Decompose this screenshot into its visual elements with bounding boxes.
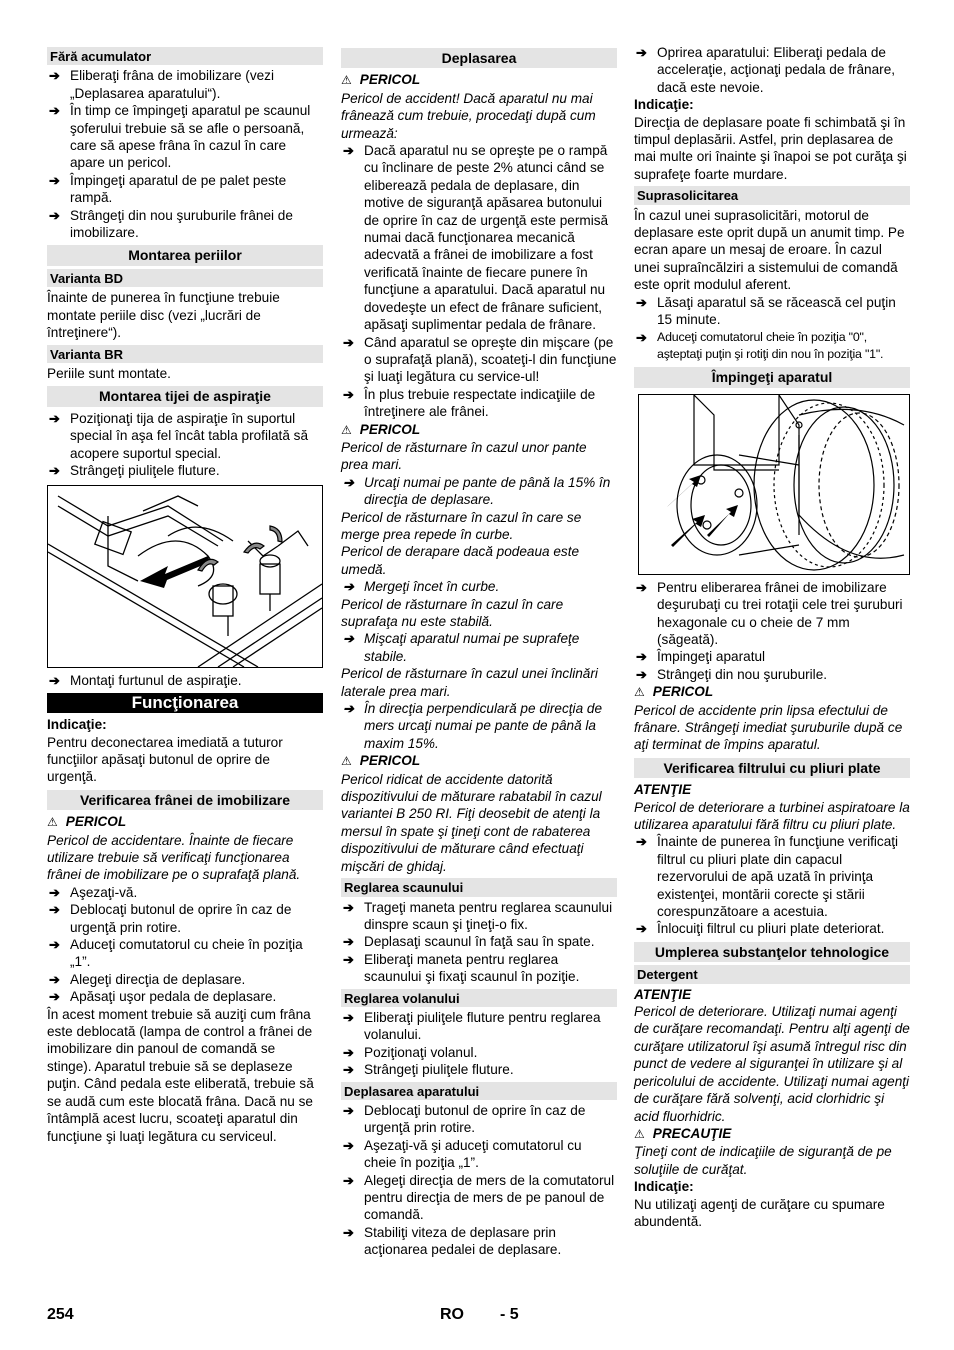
precaution-label: ⚠ PRECAUŢIE	[634, 1125, 732, 1141]
warning-triangle-icon: ⚠	[341, 73, 352, 88]
heading-deplasarea: Deplasarea	[341, 48, 617, 68]
heading-verificarea-franei: Verificarea frânei de imobilizare	[47, 790, 323, 810]
note-label: Indicaţie:	[634, 97, 694, 113]
arrow-icon: ➔	[49, 884, 60, 900]
list-item: ➔ Aşezaţi-vă.	[49, 884, 138, 900]
arrow-icon: ➔	[49, 902, 60, 918]
arrow-icon: ➔	[636, 329, 647, 345]
subheading-varianta-bd: Varianta BD	[47, 269, 323, 287]
note-text: Direcţia de deplasare poate fi schimbată şi în timpul deplasării. Astfel, prin deplasarea de mai multe ori înainte şi înapoi se pot curăţa şi suprafeţe foarte murdare.	[634, 114, 907, 182]
arrow-icon: ➔	[636, 294, 647, 310]
arrow-icon: ➔	[49, 103, 60, 119]
arrow-icon: ➔	[343, 474, 354, 490]
list-item: ➔ Strângeţi piuliţele fluture.	[49, 462, 220, 478]
arrow-icon: ➔	[343, 1137, 354, 1153]
arrow-icon: ➔	[49, 172, 60, 188]
list-item: ➔ Aşezaţi-vă şi aduceţi comutatorul cu cheie în poziţia „1”.	[343, 1137, 582, 1171]
list-item: ➔ Eliberaţi piuliţele fluture pentru reglarea volanului.	[343, 1009, 601, 1043]
heading-verificarea-filtrului: Verificarea filtrului cu pliuri plate	[634, 758, 910, 778]
list-item: ➔ Apăsaţi uşor pedala de deplasare.	[49, 989, 277, 1005]
subheading-reglarea-scaunului: Reglarea scaunului	[341, 878, 617, 896]
arrow-icon: ➔	[343, 334, 354, 350]
list-item: ➔ Deblocaţi butonul de oprire în caz de urgenţă prin rotire.	[49, 902, 292, 935]
precaution-text: Ţineţi cont de indicaţiile de siguranţă de pe soluţiile de curăţat.	[634, 1144, 892, 1177]
heading-impingeti-aparatul: Împingeţi aparatul	[634, 367, 910, 387]
arrow-icon: ➔	[636, 834, 647, 850]
section-title-functionarea: Funcţionarea	[47, 693, 323, 713]
list-item: ➔ Stabiliţi viteza de deplasare prin acţionarea pedalei de deplasare.	[343, 1224, 562, 1258]
list-item: ➔ În direcţia perpendiculară pe direcţia de mers urcaţi numai pe pante de până la maxim 15%.	[343, 701, 603, 751]
subheading-detergent: Detergent	[634, 965, 910, 983]
list-item: ➔ Alegeţi direcţia de deplasare.	[49, 971, 246, 987]
warning-text: Pericol de răsturnare în cazul unor pante prea mari.	[341, 439, 587, 473]
caution-label: ATENŢIE	[634, 782, 692, 798]
list-item: ➔ Eliberaţi frâna de imobilizare (vezi „Deplasarea aparatului“).	[49, 68, 274, 101]
arrow-icon: ➔	[343, 1102, 354, 1118]
list-item: ➔ Strângeţi din nou şuruburile frânei de imobilizare.	[49, 207, 293, 241]
paragraph: Periile sunt montate.	[47, 365, 171, 381]
list-item: ➔ Trageţi maneta pentru reglarea scaunului dinspre scaun şi ţineţi-o fix.	[343, 899, 613, 932]
arrow-icon: ➔	[343, 143, 354, 159]
list-item: ➔ Poziţionaţi tija de aspiraţie în suportul special în aşa fel încât tabla profilată să acopere suportul special.	[49, 410, 309, 461]
list-item: ➔ Împingeţi aparatul	[636, 649, 766, 665]
subheading-reglarea-volanului: Reglarea volanului	[341, 989, 617, 1007]
warning-label: ⚠ PERICOL	[341, 72, 421, 88]
list-item: ➔ Montaţi furtunul de aspiraţie.	[49, 673, 242, 689]
list-fara-acumulator	[47, 67, 323, 241]
arrow-icon: ➔	[343, 934, 354, 950]
list-item: ➔ În timp ce împingeţi aparatul pe scaunul şoferului trebuie să se afle o persoană, care să apese frâna în cazul în care apare un pericol.	[49, 103, 311, 171]
list-item: ➔ Oprirea aparatului: Eliberaţi pedala de acceleraţie, acţionaţi pedala de frânare, dacă este nevoie.	[636, 45, 896, 95]
subheading-varianta-br: Varianta BR	[47, 345, 323, 363]
arrow-icon: ➔	[343, 951, 354, 967]
caution-label: ATENŢIE	[634, 986, 692, 1002]
list-item: ➔ Deplasaţi scaunul în faţă sau în spate.	[343, 934, 595, 950]
list-item: ➔ Când aparatul se opreşte din mişcare (pe o suprafaţă plană), scoateţi-l din funcţiune şi luaţi legătura cu service-ul!	[343, 334, 617, 385]
arrow-icon: ➔	[49, 207, 60, 223]
warning-label: ⚠ PERICOL	[341, 421, 421, 437]
column-1	[47, 44, 323, 1145]
note-text: Nu utilizaţi agenţi de curăţare cu spumare abundentă.	[634, 1196, 885, 1229]
arrow-icon: ➔	[636, 579, 647, 595]
caution-text: Pericol de deteriorare. Utilizaţi numai agenţi de curăţare recomandaţi. Pentru alţi agenţi de curăţare utilizatorul îşi asumă întregul risc din punct de vedere al siguranţei în utilizare şi al pericolului de accidente. Utilizaţi numai agenţi de curăţare fără solvenţi, acid clorhidric şi acid fluorhidric.	[634, 1004, 910, 1124]
arrow-icon: ➔	[343, 1062, 354, 1078]
arrow-icon: ➔	[49, 937, 60, 953]
warning-label: ⚠ PERICOL	[47, 814, 127, 830]
arrow-icon: ➔	[343, 899, 354, 915]
list-item: ➔ Urcaţi numai pe pante de până la 15% în direcţia de deplasare.	[343, 474, 611, 508]
arrow-icon: ➔	[636, 649, 647, 665]
warning-text: Pericol de accident! Dacă aparatul nu mai frânează cum trebuie, procedaţi după cum urmează:	[341, 90, 596, 141]
figure-brake-screws	[638, 394, 910, 575]
note-label: Indicaţie:	[47, 717, 107, 733]
list-item: ➔ Poziţionaţi volanul.	[343, 1044, 478, 1060]
arrow-icon: ➔	[49, 68, 60, 84]
warning-text: Pericol de accidentare. Înainte de fiecare utilizare trebuie să verificaţi funcţionarea frânei de imobilizare pe o suprafaţă plană.	[47, 832, 301, 883]
paragraph: În acest moment trebuie să auziţi cum frâna este deblocată (lampa de control a frânei de imobilizare din panoul de comandă se stinge). Aparatul trebuie să se deplaseze puţin. Când pedala este eliberată, trebuie să se audă cum este blocată frâna. Dacă nu se întâmplă acest lucru, scoateţi aparatul din funcţiune şi luaţi legătura cu serviceul.	[47, 1006, 314, 1144]
suction-bar-illustration	[48, 486, 322, 667]
subheading-deplasarea-aparatului: Deplasarea aparatului	[341, 1082, 617, 1100]
warning-triangle-icon: ⚠	[634, 685, 645, 700]
subheading-suprasolicitarea: Suprasolicitarea	[634, 186, 910, 204]
arrow-icon: ➔	[636, 921, 647, 937]
paragraph: Înainte de punerea în funcţiune trebuie montate periile disc (vezi „lucrări de întreţinere“).	[47, 290, 280, 341]
warning-label: ⚠ PERICOL	[341, 753, 421, 769]
arrow-icon: ➔	[343, 1044, 354, 1060]
warning-text: Pericol de răsturnare în cazul unei înclinări laterale prea mari.	[341, 666, 598, 699]
arrow-icon: ➔	[343, 1224, 354, 1240]
arrow-icon: ➔	[343, 1009, 354, 1025]
list-item: ➔ Aduceţi comutatorul cu cheie în poziţia „1”.	[49, 937, 303, 970]
list-item: ➔ Pentru eliberarea frânei de imobilizare deşurubaţi cu trei rotaţii cele trei şuruburi hexagonale cu o cheie de 7 mm (săgeată).	[636, 579, 903, 647]
arrow-icon: ➔	[343, 579, 354, 595]
arrow-icon: ➔	[343, 386, 354, 402]
list-item: ➔ Aduceţi comutatorul cheie în poziţia "0", aşteptaţi puţin şi rotiţi din nou în poziţia "1".	[636, 329, 884, 361]
warning-triangle-icon: ⚠	[634, 1126, 645, 1141]
caution-text: Pericol de deteriorare a turbinei aspiratoare la utilizarea aparatului fără filtru cu pliuri plate.	[634, 799, 910, 832]
list-item: ➔ Înainte de punerea în funcţiune verificaţi filtrul cu pliuri plate din capacul rezervorului de apă uzată în privinţa existenţei, montării corecte şi stării corespunzătoare a acestuia.	[636, 834, 899, 920]
warning-text: Pericol de derapare dacă podeaua este umedă.	[341, 544, 580, 577]
note-label: Indicaţie:	[634, 1179, 694, 1195]
list-item: ➔ Înlocuiţi filtrul cu pliuri plate deteriorat.	[636, 921, 885, 937]
heading-montarea-periilor: Montarea periilor	[47, 245, 323, 265]
arrow-icon: ➔	[636, 666, 647, 682]
list-item: ➔ Deblocaţi butonul de oprire în caz de urgenţă prin rotire.	[343, 1102, 586, 1136]
arrow-icon: ➔	[343, 1172, 354, 1188]
language-code: RO	[440, 1306, 464, 1323]
heading-montarea-tijei: Montarea tijei de aspiraţie	[47, 386, 323, 406]
warning-text: Pericol de accidente prin lipsa efectului de frânare. Strângeţi imediat şuruburile după ce aţi terminat de împins aparatul.	[634, 702, 903, 753]
arrow-icon: ➔	[49, 673, 60, 689]
list-item: ➔ Alegeţi direcţia de mers de la comutatorul pentru direcţia de mers de pe panoul de comandă.	[343, 1172, 615, 1223]
page-number: 254	[47, 1306, 74, 1323]
list-item: ➔ Împingeţi aparatul de pe palet peste rampă.	[49, 172, 287, 206]
arrow-icon: ➔	[49, 410, 60, 426]
list-item: ➔ Lăsaţi aparatul să se răcească cel puţin 15 minute.	[636, 294, 896, 328]
list-item: ➔ Mergeţi încet în curbe.	[343, 579, 500, 595]
column-3	[634, 44, 910, 1230]
paragraph: În cazul unei suprasolicitări, motorul de deplasare este oprit după un anumit timp. Pe ecran apare un mesaj de eroare. În cazul unei supraîncălziri a sistemului de comandă este oprit modulul aferent.	[634, 207, 905, 293]
list-item: ➔ Dacă aparatul nu se opreşte pe o rampă cu înclinare de peste 2% atunci când se eliberează pedala de deplasare, din motive de siguranţă apăsarea butonului de oprire în caz de urgenţă este permisă numai dacă funcţionarea mecanică adecvată a frânei de imobilizare a fost verificată înainte de fiecare punere în funcţiune a aparatului. Dacă aparatul nu dovedeşte un efect de frânare suficient, apăsaţi suplimentar pedala de frânare.	[343, 143, 609, 333]
arrow-icon: ➔	[343, 631, 354, 647]
list-item: ➔ Mişcaţi aparatul numai pe suprafeţe stabile.	[343, 631, 580, 664]
warning-text: Pericol ridicat de accidente datorită dispozitivului de măturare rabatabil în cazul variantei B 250 RI. Fiţi deosebit de atenţi la mersul în spate şi ţineţi cont de rabaterea dispozitivului de măturare când efectuaţi mişcări de ghidaj.	[341, 771, 602, 874]
warning-triangle-icon: ⚠	[341, 754, 352, 769]
list-item: ➔ În plus trebuie respectate indicaţiile de întreţinere ale frânei.	[343, 386, 596, 420]
list-item: ➔ Strângeţi din nou şuruburile.	[636, 666, 828, 682]
list-item: ➔ Strângeţi piuliţele fluture.	[343, 1062, 514, 1078]
note-text: Pentru deconectarea imediată a tuturor funcţiilor apăsaţi butonul de oprire de urgenţă.	[47, 734, 283, 785]
warning-text: Pericol de răsturnare în cazul în care suprafaţa nu este stabilă.	[341, 596, 564, 629]
warning-triangle-icon: ⚠	[341, 422, 352, 437]
list-item: ➔ Eliberaţi maneta pentru reglarea scaunului şi fixaţi scaunul în poziţie.	[343, 951, 580, 985]
warning-label: ⚠ PERICOL	[634, 684, 714, 700]
sub-page-number: - 5	[500, 1306, 519, 1323]
brake-screws-illustration	[639, 395, 909, 574]
arrow-icon: ➔	[49, 971, 60, 987]
subheading-fara-acumulator: Fără acumulator	[47, 47, 323, 65]
arrow-icon: ➔	[49, 989, 60, 1005]
heading-umplerea-substantelor: Umplerea substanţelor tehnologice	[634, 942, 910, 962]
arrow-icon: ➔	[636, 45, 647, 60]
arrow-icon: ➔	[343, 701, 354, 717]
warning-triangle-icon: ⚠	[47, 815, 58, 830]
column-2	[341, 44, 617, 1259]
arrow-icon: ➔	[49, 462, 60, 478]
warning-text: Pericol de răsturnare în cazul în care se merge prea repede în curbe.	[341, 509, 582, 542]
figure-suction-bar	[47, 485, 323, 668]
